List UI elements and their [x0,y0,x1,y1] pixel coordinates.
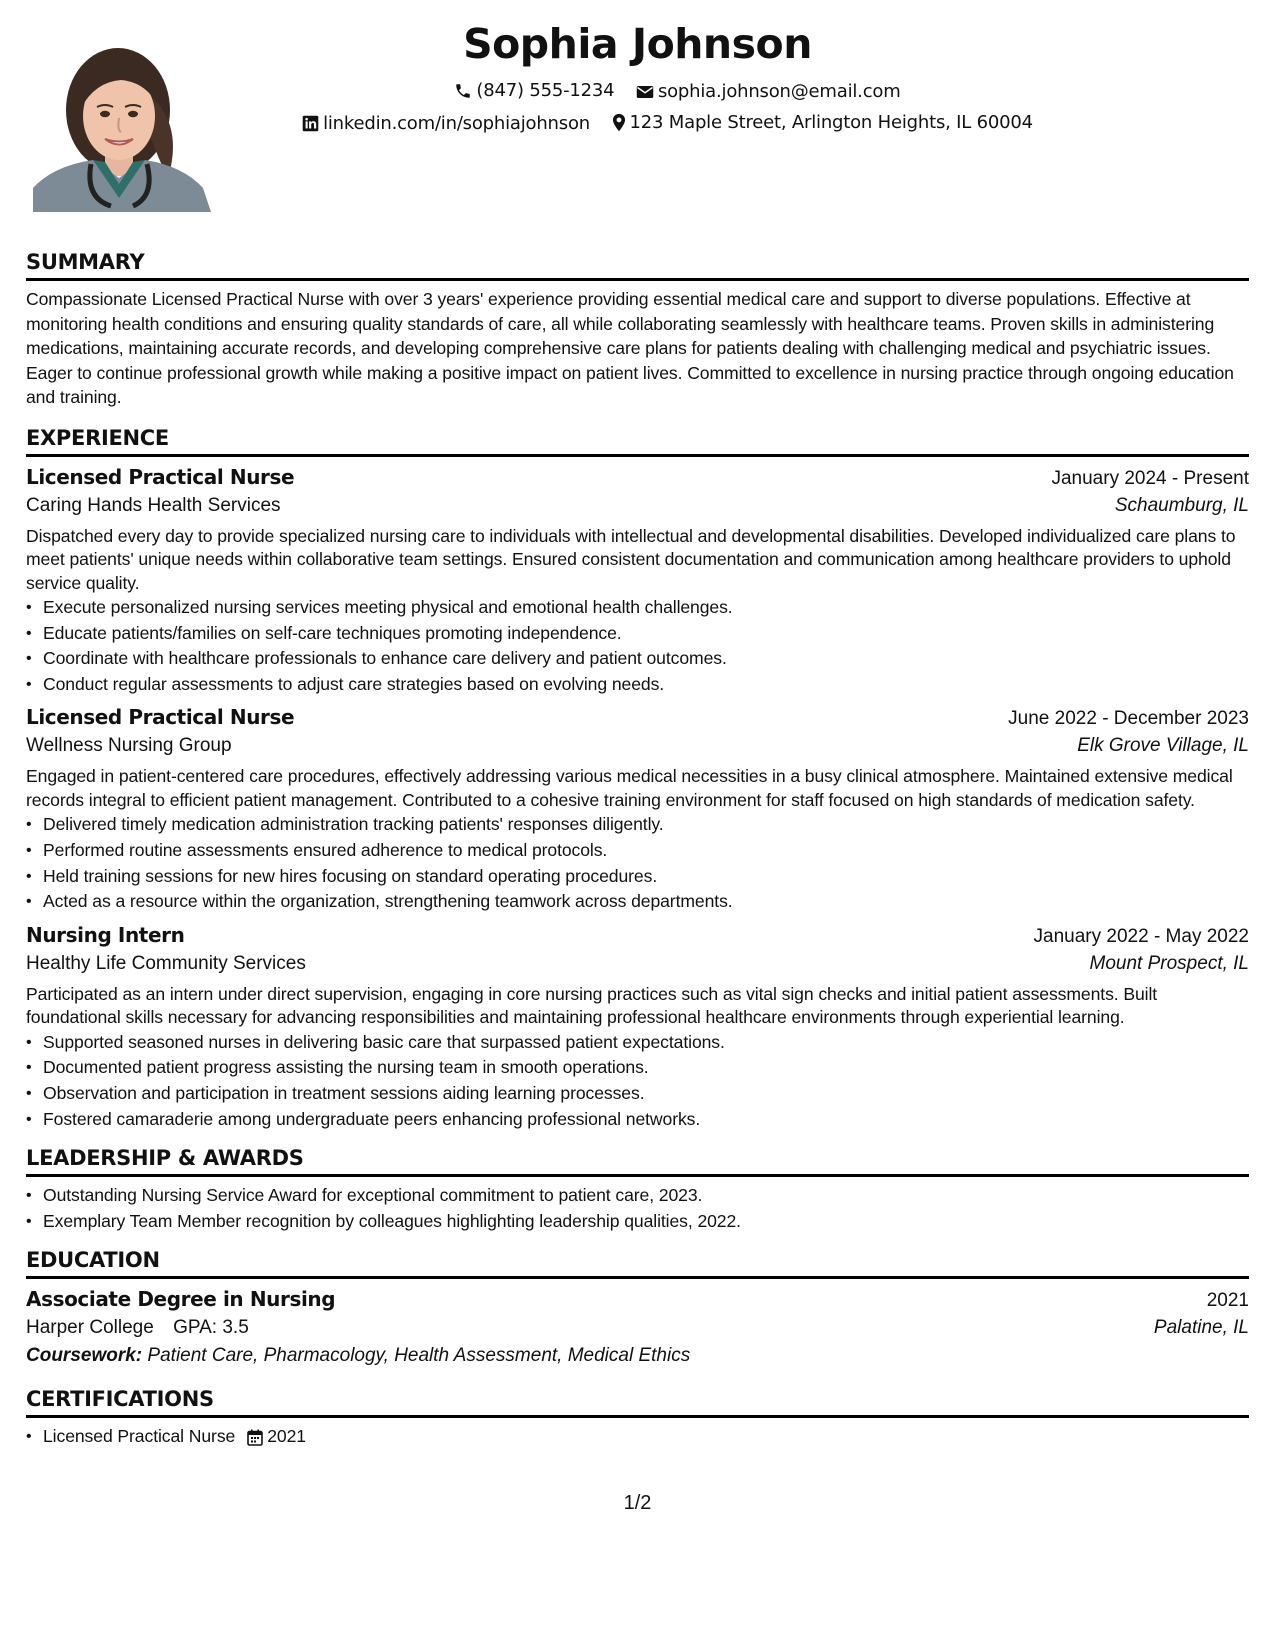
job-dates: January 2024 - Present [1051,467,1249,489]
award-item: • Exemplary Team Member recognition by colleagues highlighting leadership qualities, 2022. [43,1209,1249,1235]
linkedin-contact [302,113,590,134]
job-bullets [26,1030,1249,1132]
job-company: Wellness Nursing Group [26,735,232,757]
job-bullet: • Delivered timely medication administration tracking patients' responses diligently. [43,812,1249,838]
job-entry [26,705,1249,914]
certification-year: 2021 [267,1426,306,1447]
job-bullet: • Acted as a resource within the organization, strengthening teamwork across departments. [43,889,1249,915]
job-company: Healthy Life Community Services [26,952,306,974]
certification-name: • Licensed Practical Nurse [43,1426,236,1447]
coursework-list: Patient Care, Pharmacology, Health Assessment, Medical Ethics [147,1345,691,1367]
email-contact [636,81,901,102]
job-company: Caring Hands Health Services [26,494,281,516]
school-location: Palatine, IL [1153,1317,1249,1339]
job-bullet: • Observation and participation in treatment sessions aiding learning processes. [43,1081,1249,1107]
map-pin-icon [612,113,626,132]
phone-contact [454,80,614,101]
address-contact [612,112,1033,133]
job-location: Mount Prospect, IL [1089,952,1249,974]
job-location: Schaumburg, IL [1114,494,1249,516]
job-description: Engaged in patient-centered care procedures, effectively addressing various medical necessities in a busy clinical atmosphere. Maintained extensive medical records integral to efficient patient management. Contributed to a cohesive training environment for staff focused on high standards of medication safety. [26,766,1233,810]
job-entry [26,465,1249,698]
school-name: Harper College [26,1317,154,1339]
job-bullet: • Performed routine assessments ensured adherence to medical protocols. [43,838,1249,864]
linkedin-text: linkedin.com/in/sophiajohnson [323,113,590,134]
candidate-name: Sophia Johnson [463,20,812,68]
linkedin-icon [302,115,319,132]
job-bullet: • Educate patients/families on self-care techniques promoting independence. [43,621,1249,647]
contact-row-2 [60,112,1275,137]
coursework [26,1345,1249,1367]
job-bullets [26,812,1249,914]
awards-heading: LEADERSHIP & AWARDS [26,1146,1249,1177]
degree-name: Associate Degree in Nursing [26,1287,336,1312]
contact-row-1 [80,80,1275,105]
certification-date [247,1424,306,1450]
job-bullet: • Fostered camaraderie among undergraduate peers enhancing professional networks. [43,1107,1249,1133]
phone-icon [454,82,472,100]
job-title: Licensed Practical Nurse [26,705,295,730]
summary-heading: SUMMARY [26,250,1249,281]
job-bullet: • Documented patient progress assisting the nursing team in smooth operations. [43,1055,1249,1081]
job-bullets [26,595,1249,697]
job-title: Nursing Intern [26,922,185,947]
education-heading: EDUCATION [26,1248,1249,1279]
certification-item [43,1424,1249,1450]
job-title: Licensed Practical Nurse [26,464,295,489]
job-dates: January 2022 - May 2022 [1033,925,1249,947]
job-bullet: • Supported seasoned nurses in delivering basic care that surpassed patient expectations. [43,1030,1249,1056]
job-entry [26,923,1249,1132]
email-text: sophia.johnson@email.com [657,81,901,102]
resume-content [26,240,1249,1450]
job-bullet: • Coordinate with healthcare professionals to enhance care delivery and patient outcomes. [43,646,1249,672]
address-text: 123 Maple Street, Arlington Heights, IL 60004 [629,112,1033,133]
job-bullet: • Conduct regular assessments to adjust care strategies based on evolving needs. [43,672,1249,698]
page-number: 1/2 [623,1492,652,1514]
gpa: GPA: 3.5 [173,1317,249,1339]
award-item: • Outstanding Nursing Service Award for exceptional commitment to patient care, 2023. [43,1183,1249,1209]
certifications-list [26,1424,1249,1450]
envelope-icon [636,84,654,100]
calendar-icon [247,1429,263,1446]
summary-text: Compassionate Licensed Practical Nurse with over 3 years' experience providing essential medical care and support to diverse populations. Effective at monitoring health conditions and ensuring quality standards of care, all while collaborating seamlessly with healthcare teams. Proven skills in administering medications, maintaining accurate records, and developing comprehensive care plans for patients dealing with challenging medical and psychiatric issues. Eager to continue professional growth while making a positive impact on patient lives. Committed to excellence in nursing practice through ongoing education and training. [26,289,1234,407]
job-bullet: • Held training sessions for new hires focusing on standard operating procedures. [43,864,1249,890]
job-location: Elk Grove Village, IL [1077,735,1249,757]
certifications-heading: CERTIFICATIONS [26,1387,1249,1418]
phone-text: (847) 555-1234 [476,80,615,101]
experience-heading: EXPERIENCE [26,426,1249,457]
job-description: Participated as an intern under direct supervision, engaging in core nursing practices such as vital sign checks and initial patient assessments. Built foundational skills necessary for advancing responsibilities and maintaining professional healthcare environments through experiential learning. [26,983,1158,1028]
job-bullet: • Execute personalized nursing services meeting physical and emotional health challenges. [43,595,1249,621]
job-dates: June 2022 - December 2023 [1008,708,1249,730]
awards-list [26,1183,1249,1234]
graduation-year: 2021 [1206,1290,1249,1312]
job-description: Dispatched every day to provide specialized nursing care to individuals with intellectual and developmental disabilities. Developed individualized care plans to meet patients' unique needs within collaborative team settings. Ensured consistent documentation and communication among healthcare providers to uphold service quality. [26,525,1236,593]
coursework-label: Coursework: [26,1345,143,1367]
